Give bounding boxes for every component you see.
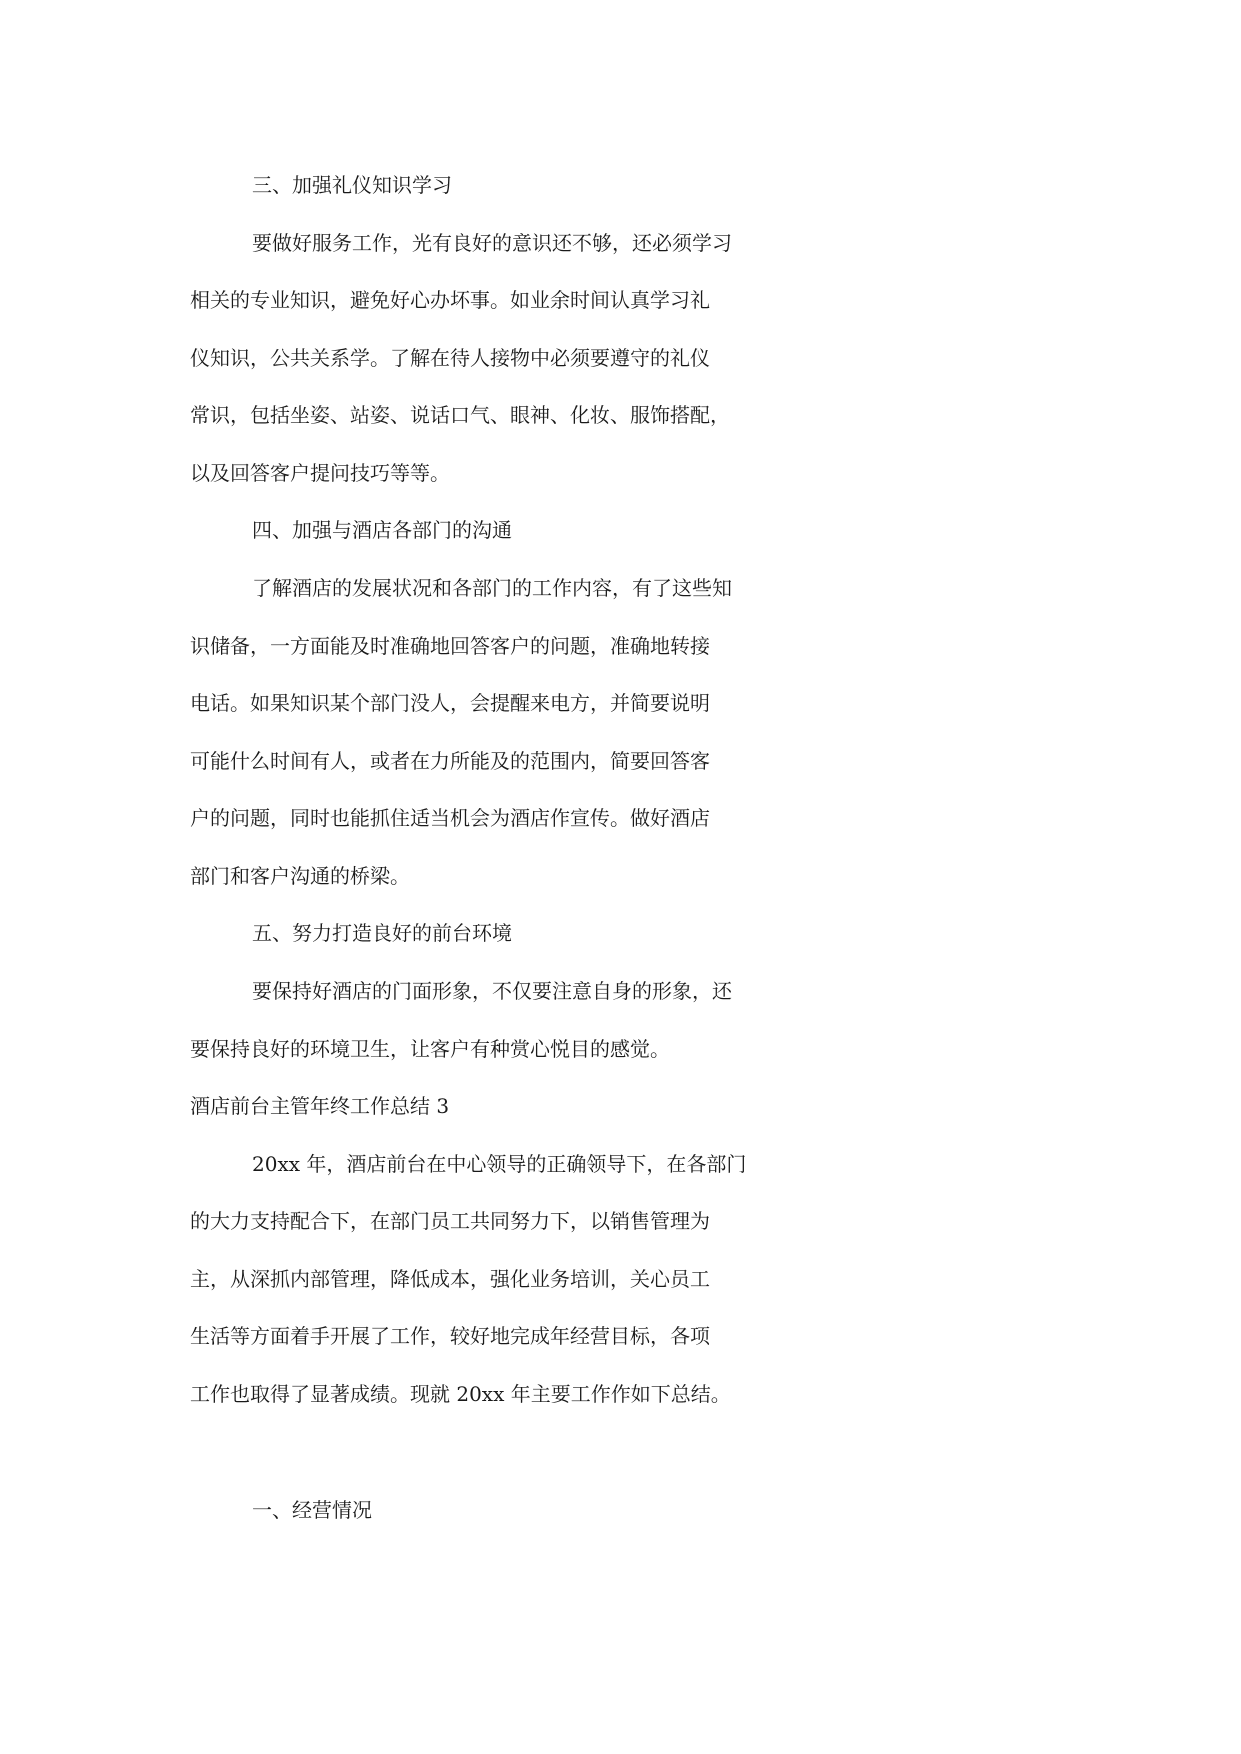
paragraph-line: 常识，包括坐姿、站姿、说话口气、眼神、化妆、服饰搭配， <box>190 403 730 427</box>
paragraph-line: 生活等方面着手开展了工作，较好地完成年经营目标，各项 <box>190 1324 710 1348</box>
paragraph-line: 的大力支持配合下，在部门员工共同努力下，以销售管理为 <box>190 1209 710 1233</box>
paragraph-line: 仪知识，公共关系学。了解在待人接物中必须要遵守的礼仪 <box>190 346 710 370</box>
section-heading-5: 五、努力打造良好的前台环境 <box>252 921 512 945</box>
section-heading-1: 一、经营情况 <box>252 1498 372 1522</box>
paragraph-line: 相关的专业知识，避免好心办坏事。如业余时间认真学习礼 <box>190 288 710 312</box>
paragraph-line: 可能什么时间有人，或者在力所能及的范围内，简要回答客 <box>190 749 710 773</box>
paragraph-line: 电话。如果知识某个部门没人，会提醒来电方，并简要说明 <box>190 691 710 715</box>
paragraph-line: 户的问题，同时也能抓住适当机会为酒店作宣传。做好酒店 <box>190 806 710 830</box>
paragraph-line: 20xx 年，酒店前台在中心领导的正确领导下，在各部门 <box>252 1152 747 1176</box>
paragraph-line: 识储备，一方面能及时准确地回答客户的问题，准确地转接 <box>190 634 710 658</box>
paragraph-line: 主，从深抓内部管理，降低成本，强化业务培训，关心员工 <box>190 1267 710 1291</box>
paragraph-line: 要做好服务工作，光有良好的意识还不够，还必须学习 <box>252 231 732 255</box>
paragraph-line: 部门和客户沟通的桥梁。 <box>190 864 410 888</box>
paragraph-line: 了解酒店的发展状况和各部门的工作内容，有了这些知 <box>252 576 732 600</box>
paragraph-line: 工作也取得了显著成绩。现就 20xx 年主要工作作如下总结。 <box>190 1382 731 1406</box>
section-heading-4: 四、加强与酒店各部门的沟通 <box>252 518 512 542</box>
paragraph-line: 要保持好酒店的门面形象，不仅要注意自身的形象，还 <box>252 979 732 1003</box>
paragraph-line: 要保持良好的环境卫生，让客户有种赏心悦目的感觉。 <box>190 1037 670 1061</box>
paragraph-line: 以及回答客户提问技巧等等。 <box>190 461 450 485</box>
section-heading-3: 三、加强礼仪知识学习 <box>252 173 452 197</box>
document-title: 酒店前台主管年终工作总结 3 <box>190 1094 450 1118</box>
